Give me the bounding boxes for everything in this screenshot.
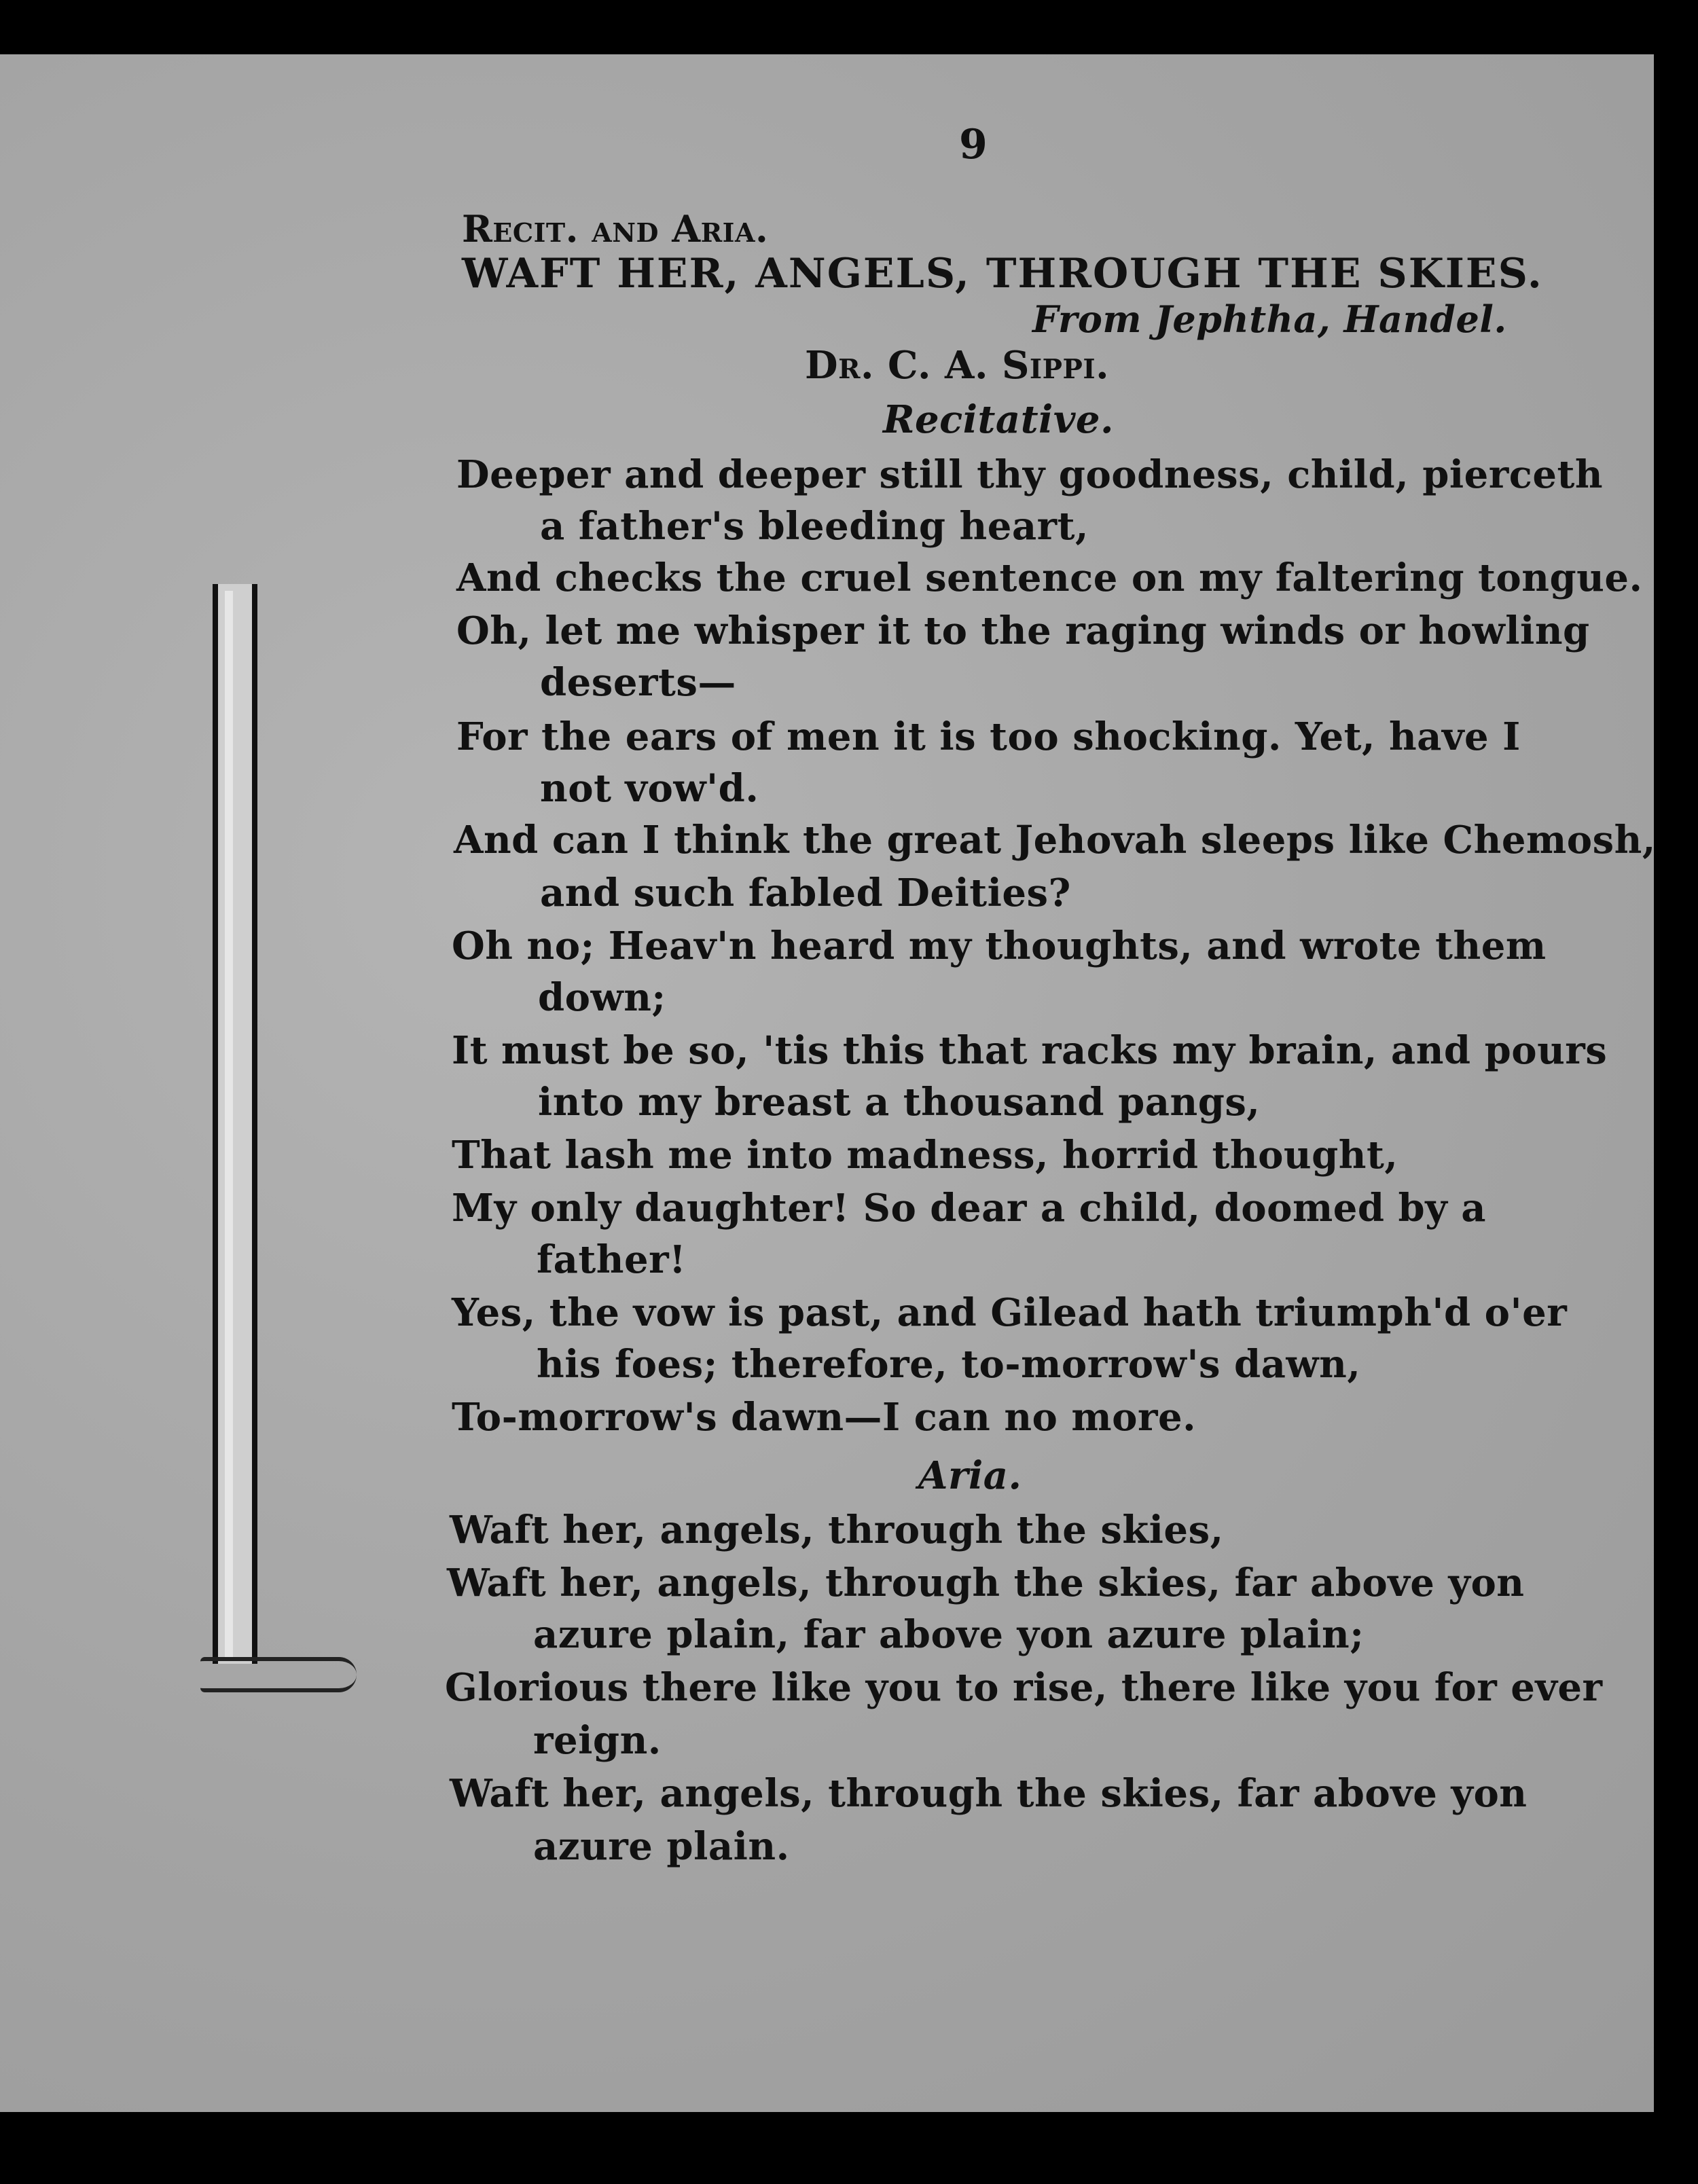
page-number: 9	[959, 121, 988, 168]
recitative-label: Recitative.	[883, 397, 1114, 442]
recitative-line: down;	[538, 975, 666, 1020]
recitative-line: father!	[537, 1237, 687, 1282]
recitative-line: Yes, the vow is past, and Gilead hath triumph'd o'er	[452, 1290, 1568, 1335]
aria-line: Waft her, angels, through the skies, far above yon	[450, 1771, 1528, 1816]
recitative-line: That lash me into madness, horrid thought,	[452, 1133, 1398, 1178]
recitative-line: and such fabled Deities?	[540, 871, 1071, 915]
recitative-line: into my breast a thousand pangs,	[538, 1080, 1261, 1125]
song-title: WAFT HER, ANGELS, THROUGH THE SKIES.	[462, 250, 1543, 297]
recitative-line: not vow'd.	[540, 766, 759, 811]
recitative-line: It must be so, 'tis this that racks my brain, and pours	[452, 1028, 1608, 1073]
recitative-line: Oh no; Heav'n heard my thoughts, and wrote them	[452, 924, 1547, 968]
recitative-line: a father's bleeding heart,	[540, 504, 1089, 549]
recitative-line: To-morrow's dawn—I can no more.	[452, 1395, 1197, 1440]
section-heading: Recit. and Aria.	[462, 207, 769, 251]
recitative-line: Deeper and deeper still thy goodness, child, pierceth	[456, 452, 1604, 497]
aria-line: Waft her, angels, through the skies, far above yon	[447, 1561, 1525, 1605]
aria-line: reign.	[533, 1718, 662, 1763]
recitative-line: For the ears of men it is too shocking. Yet, have I	[456, 714, 1521, 759]
aria-line: Waft her, angels, through the skies,	[450, 1508, 1224, 1552]
recitative-line: his foes; therefore, to-morrow's dawn,	[537, 1342, 1361, 1387]
recitative-line: Oh, let me whisper it to the raging winds or howling	[456, 608, 1590, 653]
recitative-line: And can I think the great Jehovah sleeps like Chemosh,	[454, 818, 1656, 862]
recitative-line: And checks the cruel sentence on my faltering tongue.	[456, 556, 1643, 600]
aria-line: azure plain.	[533, 1824, 790, 1869]
singer-credit: Dr. C. A. Sippi.	[805, 343, 1110, 388]
recitative-line: deserts—	[540, 660, 736, 705]
recitative-line: My only daughter! So dear a child, doomed by a	[452, 1186, 1487, 1231]
aria-line: azure plain, far above yon azure plain;	[533, 1612, 1365, 1657]
song-source: From Jephtha, Handel.	[1032, 297, 1507, 341]
aria-line: Glorious there like you to rise, there like you for ever	[445, 1665, 1603, 1710]
aria-label: Aria.	[918, 1453, 1022, 1498]
